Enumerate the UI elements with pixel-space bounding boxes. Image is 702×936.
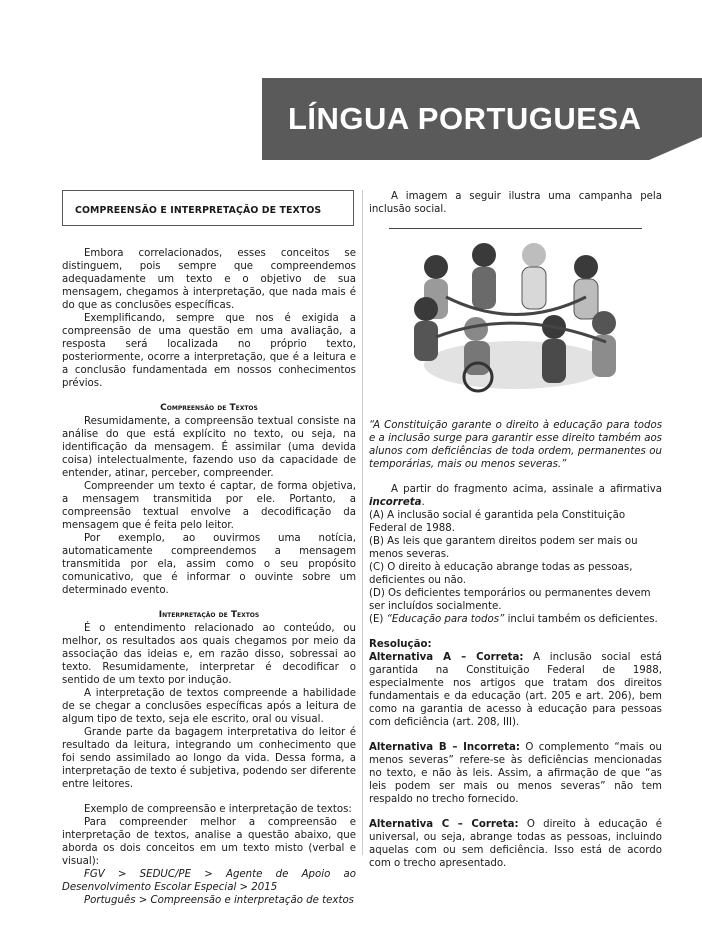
alternativa-c: [369, 818, 662, 870]
resolucao-label: [369, 638, 662, 651]
right-column: [369, 190, 662, 870]
option-c: (C) O direito à educação abrange todas as pessoas, deficientes ou não.: [369, 562, 633, 586]
source-line: Português > Compreensão e interpretação de textos: [84, 895, 354, 906]
column-divider: [362, 190, 363, 855]
option-d: (D) Os deficientes temporários ou permanentes devem ser incluídos socialmente.: [369, 588, 651, 612]
quote: “A Constituição garante o direito à educação para todos e a inclusão surge para garantir esse direito também aos alunos com deficiências de toda ordem, permanentes ou temporárias, mais ou menos severas.”: [369, 420, 662, 470]
paragraph: Grande parte da bagagem interpretativa do leitor é resultado da leitura, integrando um conhecimento que foi sendo assimilado ao longo da vida. Dessa forma, a interpretação de texto é subjetiva, podendo ser diferente entre leitores.: [62, 727, 356, 790]
alt-c-text: O direito à educação é universal, ou seja, abrange todas as pessoas, incluindo aquelas com ou sem deficiência. Isso está de acordo com o trecho apresentado.: [369, 819, 662, 869]
subheading-interpretacao: Interpretação de Textos: [158, 610, 260, 620]
section-title: COMPREENSÃO E INTERPRETAÇÃO DE TEXTOS: [75, 205, 322, 216]
question-suffix: .: [421, 497, 425, 508]
rule: [389, 228, 642, 229]
option-e: [369, 613, 662, 626]
paragraph: Para compreender melhor a compreensão e interpretação de textos, analise a questão abaixo, que aborda os dois conceitos em um texto misto (verbal e visual):: [62, 817, 356, 867]
paragraph: Compreender um texto é captar, de forma objetiva, a mensagem transmitida por ele. Portanto, a compreensão textual envolve a decodificação da mensagem que é feita pelo leitor.: [62, 481, 356, 531]
paragraph: Embora correlacionados, esses conceitos se distinguem, pois sempre que compreendemos adequadamente um texto e o objetivo de sua mensagem, chegamos à interpretação, que nada mais é do que as conclusões específicas.: [62, 248, 356, 311]
left-column: [62, 190, 356, 907]
paragraph: Exemplo de compreensão e interpretação de textos:: [84, 804, 352, 815]
alt-b-label: Alternativa B – Incorreta:: [369, 742, 520, 753]
option-e-emphasis: “Educação para todos”: [386, 614, 505, 625]
paragraph: Por exemplo, ao ouvirmos uma notícia, automaticamente compreendemos a mensagem transmitida por ela, assim como o seu propósito comunicativo, que é informar o ouvinte sobre um determinado evento.: [62, 533, 356, 596]
option-e-suffix: inclui também os deficientes.: [504, 614, 658, 625]
option-b: (B) As leis que garantem direitos podem ser mais ou menos severas.: [369, 536, 638, 560]
page-title: LÍNGUA PORTUGUESA: [288, 101, 642, 136]
question-emphasis: incorreta: [369, 497, 422, 508]
alt-b-text: O complemento “mais ou menos severas” refere-se às deficiências mencionadas no texto, e não às leis. Assim, a afirmação de que “as leis podem ser mais ou menos severas” não tem respaldo no trecho fornecido.: [369, 742, 662, 805]
alt-a-text: A inclusão social está garantida na Constituição Federal de 1988, especialmente nos artigos que tratam dos direitos fundamentais e da educação (art. 205 e art. 206), bem como na garantia de acesso à educação para pessoas com deficiência (art. 208, III).: [369, 652, 662, 728]
alt-c-label: Alternativa C – Correta:: [369, 819, 519, 830]
paragraph: É o entendimento relacionado ao conteúdo, ou melhor, os resultados aos quais chegamos por meio da associação das ideias e, em razão disso, sobressai ao texto. Resumidamente, interpretar é decodificar o sentido de um texto por indução.: [62, 623, 356, 686]
section-title-box: [62, 190, 354, 226]
question: [369, 483, 662, 509]
inclusion-illustration: [406, 237, 626, 397]
lead-paragraph: A imagem a seguir ilustra uma campanha pela inclusão social.: [369, 191, 662, 215]
paragraph: Resumidamente, a compreensão textual consiste na análise do que está explícito no texto, ou seja, na identificação da mensagem. É assimilar (uma devida coisa) intelectualmente, fazendo uso da capacidade de entender, atinar, perceber, compreender.: [62, 416, 356, 479]
paragraph: Exemplificando, sempre que nos é exigida a compreensão de uma questão em uma avaliação, a resposta será localizada no próprio texto, posteriormente, ocorre a interpretação, que é a leitura e a conclusão fundamentada em nossos conhecimentos prévios.: [62, 313, 356, 389]
option-e-prefix: (E): [369, 614, 387, 625]
question-prefix: A partir do fragmento acima, assinale a afirmativa: [391, 484, 662, 495]
alt-a-label: Alternativa A – Correta:: [369, 652, 524, 663]
option-a: (A) A inclusão social é garantida pela Constituição Federal de 1988.: [369, 510, 626, 534]
alternativa-b: [369, 741, 662, 806]
paragraph: A interpretação de textos compreende a habilidade de se chegar a conclusões específicas após a leitura de algum tipo de texto, seja ele escrito, oral ou visual.: [62, 688, 356, 725]
alternativa-a: [369, 651, 662, 729]
subheading-compreensao: Compreensão de Textos: [160, 403, 258, 413]
source-line: FGV > SEDUC/PE > Agente de Apoio ao Desenvolvimento Escolar Especial > 2015: [62, 869, 356, 893]
resolucao-heading: Resolução:: [369, 639, 432, 650]
